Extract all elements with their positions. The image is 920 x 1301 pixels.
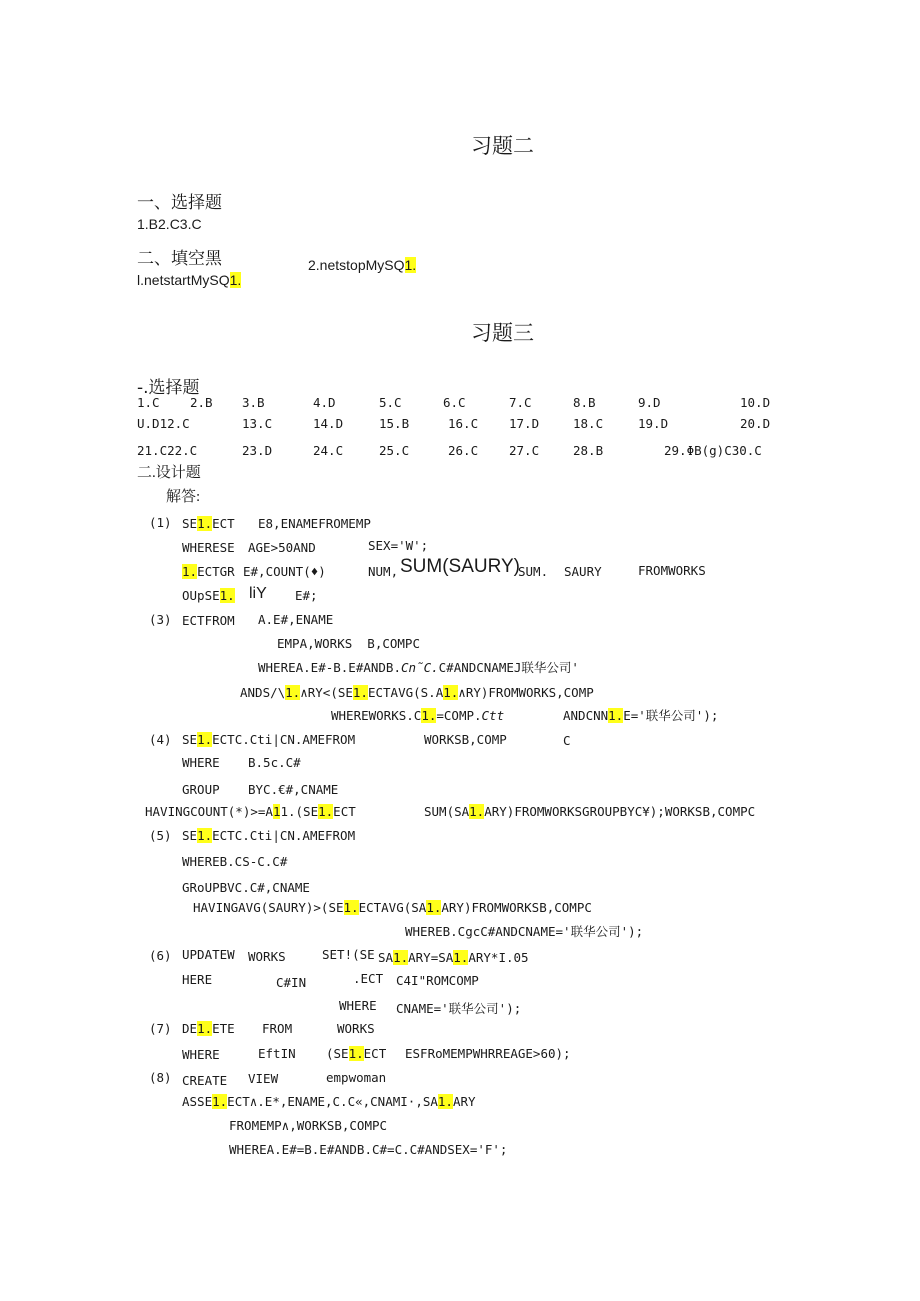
q5-number: (5) xyxy=(149,828,172,843)
mc-20: 20.D xyxy=(740,416,771,431)
q8-line1-view: VIEW xyxy=(248,1071,279,1086)
q3-line1: ECTFROM xyxy=(182,613,235,628)
q3-line4: ANDS/\1.∧RY<(SE1.ECTAVG(S.A1.∧RY)FROMWORKS,COMP xyxy=(240,685,594,700)
q1-line2-cond: AGE>50AND xyxy=(248,540,316,555)
q3-line5-cname: ANDCNN1.E='联华公司'); xyxy=(563,708,719,723)
mc-13: 13.C xyxy=(242,416,273,431)
q6-line1-works: WORKS xyxy=(248,949,286,964)
mc-27: 27.C xyxy=(509,443,540,458)
q1-line2-sex: SEX='W'; xyxy=(368,538,429,553)
mc-24: 24.C xyxy=(313,443,344,458)
q5-line3: GRoUPBVC.C#,CNAME xyxy=(182,880,310,895)
q1-line3-from: FROMWORKS xyxy=(638,563,706,578)
q8-line3: FROMEMP∧,WORKSB,COMPC xyxy=(229,1118,388,1133)
q4-line1-c: C xyxy=(563,733,571,748)
q3-number: (3) xyxy=(149,612,172,627)
mc-1: 1.C xyxy=(137,395,160,410)
q6-line2-in: C#IN xyxy=(276,975,307,990)
q4-line4: HAVINGCOUNT(*)>=A11.(SE1.ECT xyxy=(145,804,356,819)
q4-line2-cond: B.5c.C# xyxy=(248,755,301,770)
mc-21-22: 21.C22.C xyxy=(137,443,198,458)
ch3-section-design: 二.设计题 xyxy=(137,465,201,481)
q7-line2-sub: ESFRoMEMPWHRREAGE>60); xyxy=(405,1046,571,1061)
q3-line2: EMPA,WORKS B,COMPC xyxy=(277,636,420,651)
mc-3: 3.B xyxy=(242,395,265,410)
q6-line2-select: .ECT xyxy=(353,971,384,986)
q1-number: (1) xyxy=(149,515,172,530)
q1-line4-end: E#; xyxy=(295,588,318,603)
q7-line2-in: EftIN xyxy=(258,1046,296,1061)
answer-label: 解答: xyxy=(166,489,201,505)
q7-line2-select: (SE1.ECT xyxy=(326,1046,387,1061)
q4-line3-group: BYC.€#,CNAME xyxy=(248,782,339,797)
q1-line3: 1.ECTGR xyxy=(182,564,235,579)
mc-29-30: 29.ΦB(g)C30.C xyxy=(664,443,762,458)
mc-26: 26.C xyxy=(448,443,479,458)
mc-14: 14.D xyxy=(313,416,344,431)
q6-line2-from: C4I"ROMCOMP xyxy=(396,973,479,988)
q4-number: (4) xyxy=(149,732,172,747)
q8-line1: CREATE xyxy=(182,1073,228,1088)
q1-line3-sum: SUM(SAURY) xyxy=(400,556,520,577)
ch2-title: 习题二 xyxy=(471,134,534,158)
ch3-section-choice: -.选择题 xyxy=(137,378,200,398)
q8-line1-name: empwoman xyxy=(326,1070,387,1085)
q3-line1-cols: A.E#,ENAME xyxy=(258,612,334,627)
mc-9: 9.D xyxy=(638,395,661,410)
q5-line5: WHEREB.CgcC#ANDCNAME='联华公司'); xyxy=(405,924,644,939)
mc-19: 19.D xyxy=(638,416,669,431)
q6-line3-cname: CNAME='联华公司'); xyxy=(396,1001,522,1016)
q6-line1-salary: SA1.ARY=SA1.ARY*I.05 xyxy=(378,950,529,965)
q7-line1-from: FROM xyxy=(262,1021,293,1036)
q4-line3: GROUP xyxy=(182,782,220,797)
q6-line2: HERE xyxy=(182,972,213,987)
ch2-choice-answers: 1.B2.C3.C xyxy=(137,216,202,232)
mc-18: 18.C xyxy=(573,416,604,431)
q1-line4: OUpSE1. xyxy=(182,588,235,603)
q1-line3-num: NUM, xyxy=(368,564,399,579)
q1-line4-by: liY xyxy=(249,585,267,602)
mc-7: 7.C xyxy=(509,395,532,410)
q1-line3-sumdot: SUM. xyxy=(518,564,549,579)
q1-line3-saury: SAURY xyxy=(564,564,602,579)
ch2-section-choice: 一、选择题 xyxy=(137,193,222,213)
q4-line1-from: WORKSB,COMP xyxy=(424,732,507,747)
mc-10: 10.D xyxy=(740,395,771,410)
mc-2: 2.B xyxy=(190,395,213,410)
mc-8: 8.B xyxy=(573,395,596,410)
q7-line1: DE1.ETE xyxy=(182,1021,235,1036)
q7-number: (7) xyxy=(149,1021,172,1036)
ch2-fill-answer-1: l.netstartMySQ1. xyxy=(137,272,242,288)
q8-line4: WHEREA.E#=B.E#ANDB.C#=C.C#ANDSEX='F'; xyxy=(229,1142,508,1157)
q7-line2: WHERE xyxy=(182,1047,220,1062)
q8-line2: ASSE1.ECT∧.E*,ENAME,C.C«,CNAMI·,SA1.ARY xyxy=(182,1094,476,1109)
q5-line4: HAVINGAVG(SAURY)>(SE1.ECTAVG(SA1.ARY)FROMWORKSB,COMPC xyxy=(193,900,592,915)
mc-15: 15.B xyxy=(379,416,410,431)
q8-number: (8) xyxy=(149,1070,172,1085)
mc-6: 6.C xyxy=(443,395,466,410)
mc-16: 16.C xyxy=(448,416,479,431)
q6-line3: WHERE xyxy=(339,998,377,1013)
mc-4: 4.D xyxy=(313,395,336,410)
ch2-section-fill: 二、填空黑 xyxy=(137,249,222,269)
mc-25: 25.C xyxy=(379,443,410,458)
ch2-fill-answer-2: 2.netstopMySQ1. xyxy=(308,257,417,273)
q1-line2: WHERESE xyxy=(182,540,235,555)
mc-11-12: U.D12.C xyxy=(137,416,190,431)
q7-line1-works: WORKS xyxy=(337,1021,375,1036)
q5-line2: WHEREB.CS-C.C# xyxy=(182,854,288,869)
q4-line1: SE1.ECTC.Cti|CN.AMEFROM xyxy=(182,732,356,747)
q3-line5: WHEREWORKS.C1.=COMP.Ctt xyxy=(331,708,505,723)
q1-line1-cols: E8,ENAMEFROMEMP xyxy=(258,516,371,531)
q6-number: (6) xyxy=(149,948,172,963)
ch3-title: 习题三 xyxy=(471,321,534,345)
q3-line3: WHEREA.E#-B.E#ANDB.Cn˜C.C#ANDCNAMEJ联华公司' xyxy=(258,660,579,675)
q6-line1-set: SET!(SE xyxy=(322,947,375,962)
q6-line1: UPDATEW xyxy=(182,947,235,962)
q4-line4-sum: SUM(SA1.ARY)FROMWORKSGROUPBYC¥);WORKSB,COMPC xyxy=(424,804,756,819)
q5-line1: SE1.ECTC.Cti|CN.AMEFROM xyxy=(182,828,356,843)
q1-line3-count: E#,COUNT(♦) xyxy=(243,564,326,579)
q1-line1: SE1.ECT xyxy=(182,516,235,531)
mc-5: 5.C xyxy=(379,395,402,410)
mc-28: 28.B xyxy=(573,443,604,458)
q4-line2: WHERE xyxy=(182,755,220,770)
mc-17: 17.D xyxy=(509,416,540,431)
mc-23: 23.D xyxy=(242,443,273,458)
